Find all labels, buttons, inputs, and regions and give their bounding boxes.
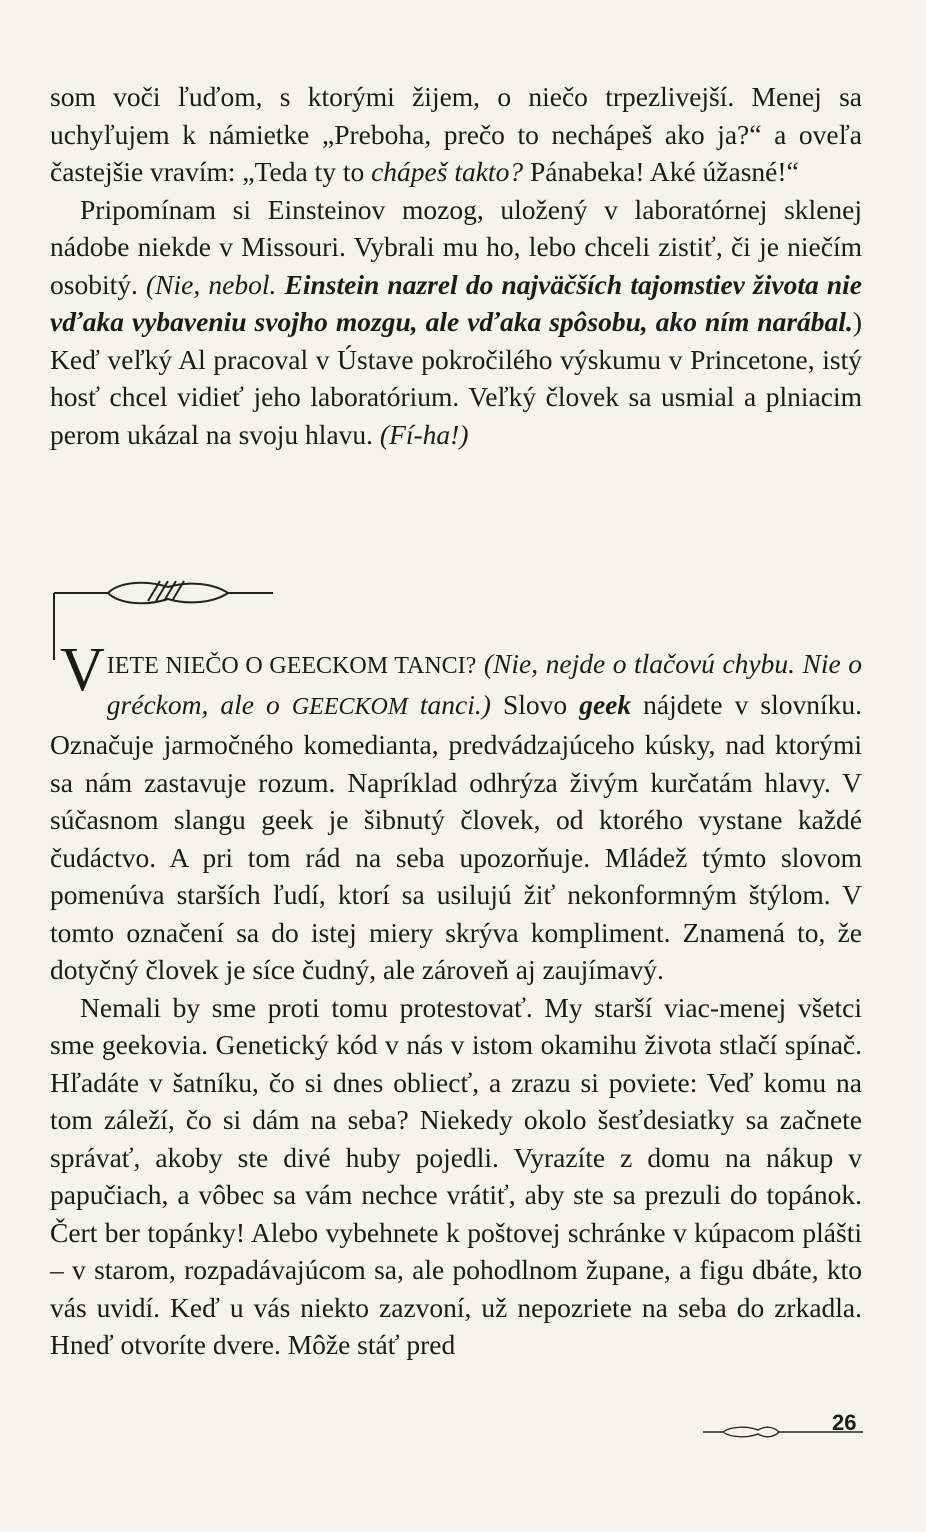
text-run: ) Keď veľký Al pracoval v Ústave pokročilého výskumu v Princetone, istý hosť chcel vidieť jeho laboratórium. Veľký človek sa usmial a plniacim perom ukázal na svoju hlavu. bbox=[50, 306, 862, 450]
drop-cap: V bbox=[60, 636, 105, 704]
bold-italic-run: Einstein nazrel do najväčších tajomstiev života nie vďaka vybaveniu svojho mozgu, ale vďaka spôsobu, ako ním narábal. bbox=[50, 268, 863, 337]
paragraph: Nemali by sme proti tomu protestovať. My starší viac-menej všetci sme geekovia. Genetický kód v nás v istom okamihu života stlačí spínač. Hľadáte v šatníku, čo si dnes obliecť, a zrazu si poviete: Veď komu na tom záleží, čo si dám na seba? Niekedy okolo šesťdesiatky sa začnete správať, akoby ste divé huby pojedli. Vyrazíte z domu na nákup v papučiach, a vôbec sa vám nechce vrátiť, aby ste sa prezuli do topánok. Čert ber topánky! Alebo vybehnete k poštovej schránke v kúpacom plášti – v starom, rozpadávajúcom sa, ale pohodlnom župane, a figu dbáte, kto vás uvidí. Keď u vás niekto zazvoní, už nepozriete na seba do zrkadla. Hneď otvoríte dvere. Môže stáť pred bbox=[50, 991, 862, 1360]
text-run: Pánabeka! Aké úžasné!“ bbox=[523, 156, 799, 187]
italic-small-caps-run: GEECKOM bbox=[291, 693, 408, 720]
text-run: Slovo bbox=[490, 688, 580, 720]
bold-italic-run: geek bbox=[579, 688, 632, 720]
italic-run: (Fí-ha!) bbox=[379, 418, 469, 450]
text-block-bottom bbox=[50, 636, 863, 1364]
paragraph bbox=[50, 191, 862, 454]
page-number: 26 bbox=[832, 1410, 857, 1435]
paragraph bbox=[50, 636, 863, 989]
italic-run: chápeš takto? bbox=[371, 156, 524, 187]
text-block-top bbox=[50, 78, 862, 453]
text-run: Pripomínam si Einsteinov mozog, uložený v laboratórnej sklenej nádobe niekde v Missouri. Vybrali mu ho, lebo chceli zistiť, či je niečím osobitý. bbox=[50, 193, 862, 300]
small-caps-run: IETE NIEČO O GEECKOM TANCI? bbox=[106, 653, 477, 679]
text-run: nájdete v slovníku. Označuje jarmočného komedianta, predvádzajúceho kúsky, nad ktorými sa nám zastavuje rozum. Napríklad odhrýza živým kurčatám hlavy. V súčasnom slangu geek je šibnutý človek, od ktorého vystane každé čudáctvo. A pri tom rád na seba upozorňuje. Mládež týmto slovom pomenúva starších ľudí, ktorí sa usilujú žiť nekonformným štýlom. V tomto označení sa do istej miery skrýva kompliment. Znamená to, že dotyčný človek je síce čudný, ale zároveň aj zaujímavý. bbox=[50, 688, 863, 985]
text-run: som voči ľuďom, s ktorými žijem, o niečo trpezlivejší. Menej sa uchyľujem k námietke „Preboha, prečo to nechápeš ako ja?“ a oveľa častejšie vravím: „Teda ty to bbox=[50, 81, 862, 187]
italic-run: tanci.) bbox=[407, 688, 491, 720]
italic-run: (Nie, nejde o tlačovú chybu. Nie o gréckom, ale o bbox=[106, 648, 862, 720]
italic-run: (Nie, nebol. bbox=[146, 268, 277, 300]
paragraph bbox=[50, 78, 862, 191]
